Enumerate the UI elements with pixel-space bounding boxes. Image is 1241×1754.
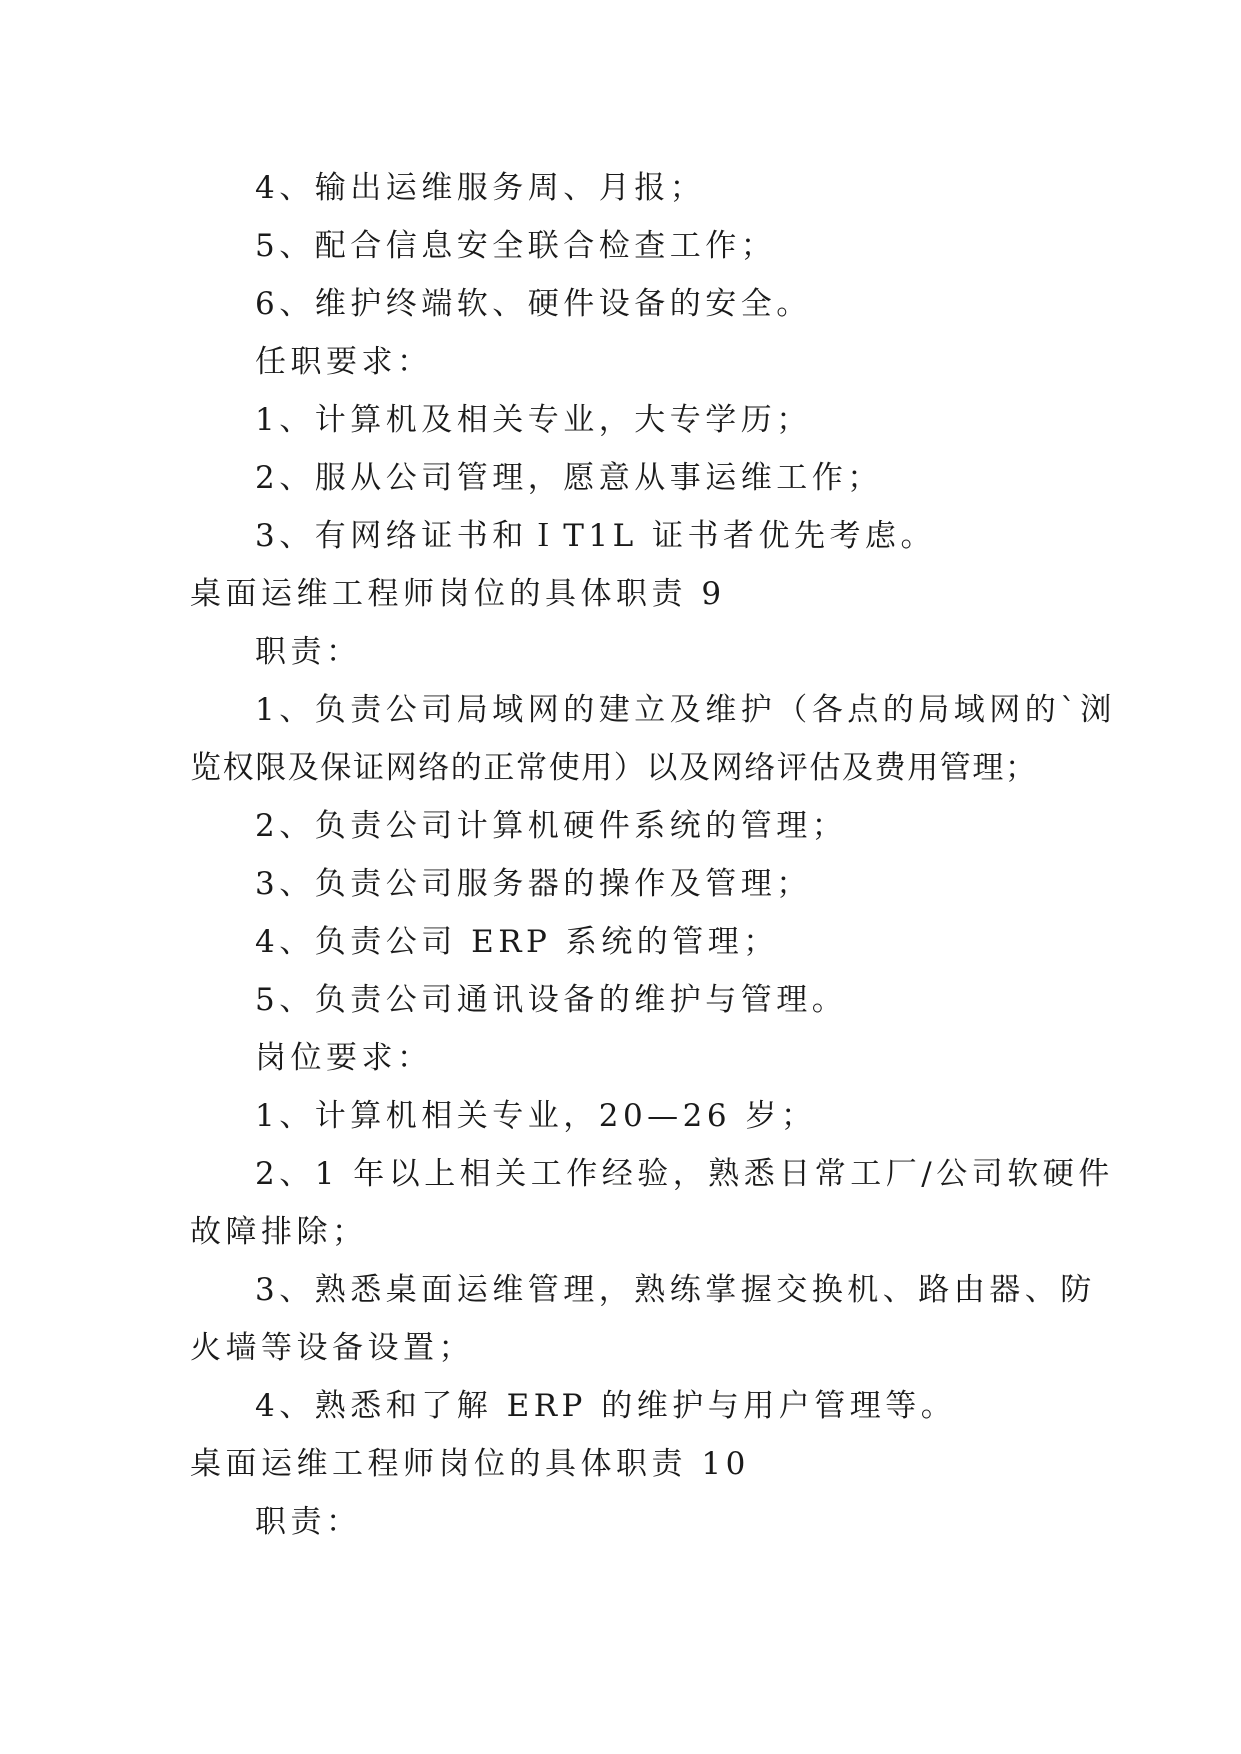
duty-item-5-comm: 5、负责公司通讯设备的维护与管理。 — [255, 982, 848, 1018]
requirement-item-1: 1、计算机及相关专业，大专学历； — [255, 402, 812, 438]
duties-heading-10: 职责： — [255, 1504, 362, 1540]
position-requirement-3-line-1: 3、熟悉桌面运维管理，熟练掌握交换机、路由器、防 — [255, 1272, 1096, 1308]
position-requirement-2-line-2: 故障排除； — [190, 1214, 368, 1250]
duty-item-2: 2、负责公司计算机硬件系统的管理； — [255, 808, 848, 844]
position-requirement-3-line-2: 火墙等设备设置； — [190, 1330, 474, 1366]
section-title-10: 桌面运维工程师岗位的具体职责 10 — [190, 1446, 750, 1482]
position-requirements-heading: 岗位要求： — [255, 1040, 433, 1076]
duty-item-1-line-2: 览权限及保证网络的正常使用）以及网络评估及费用管理； — [190, 750, 1038, 786]
position-requirement-2-line-1: 2、1 年以上相关工作经验，熟悉日常工厂/公司软硬件 — [255, 1156, 1114, 1192]
position-requirement-4: 4、熟悉和了解 ERP 的维护与用户管理等。 — [255, 1388, 957, 1424]
duty-item-4-erp: 4、负责公司 ERP 系统的管理； — [255, 924, 779, 960]
position-requirement-1: 1、计算机相关专业，20—26 岁； — [255, 1098, 817, 1134]
requirements-heading: 任职要求： — [255, 344, 433, 380]
duty-item-1-line-1: 1、负责公司局域网的建立及维护（各点的局域网的`浏 — [255, 692, 1116, 728]
duty-item-3: 3、负责公司服务器的操作及管理； — [255, 866, 812, 902]
section-title-9: 桌面运维工程师岗位的具体职责 9 — [190, 576, 726, 612]
duty-item-4: 4、输出运维服务周、月报； — [255, 170, 706, 206]
requirement-item-2: 2、服从公司管理，愿意从事运维工作； — [255, 460, 883, 496]
duty-item-6: 6、维护终端软、硬件设备的安全。 — [255, 286, 812, 322]
duties-heading: 职责： — [255, 634, 362, 670]
requirement-item-3: 3、有网络证书和ＩT1L 证书者优先考虑。 — [255, 518, 937, 554]
duty-item-5: 5、配合信息安全联合检查工作； — [255, 228, 777, 264]
